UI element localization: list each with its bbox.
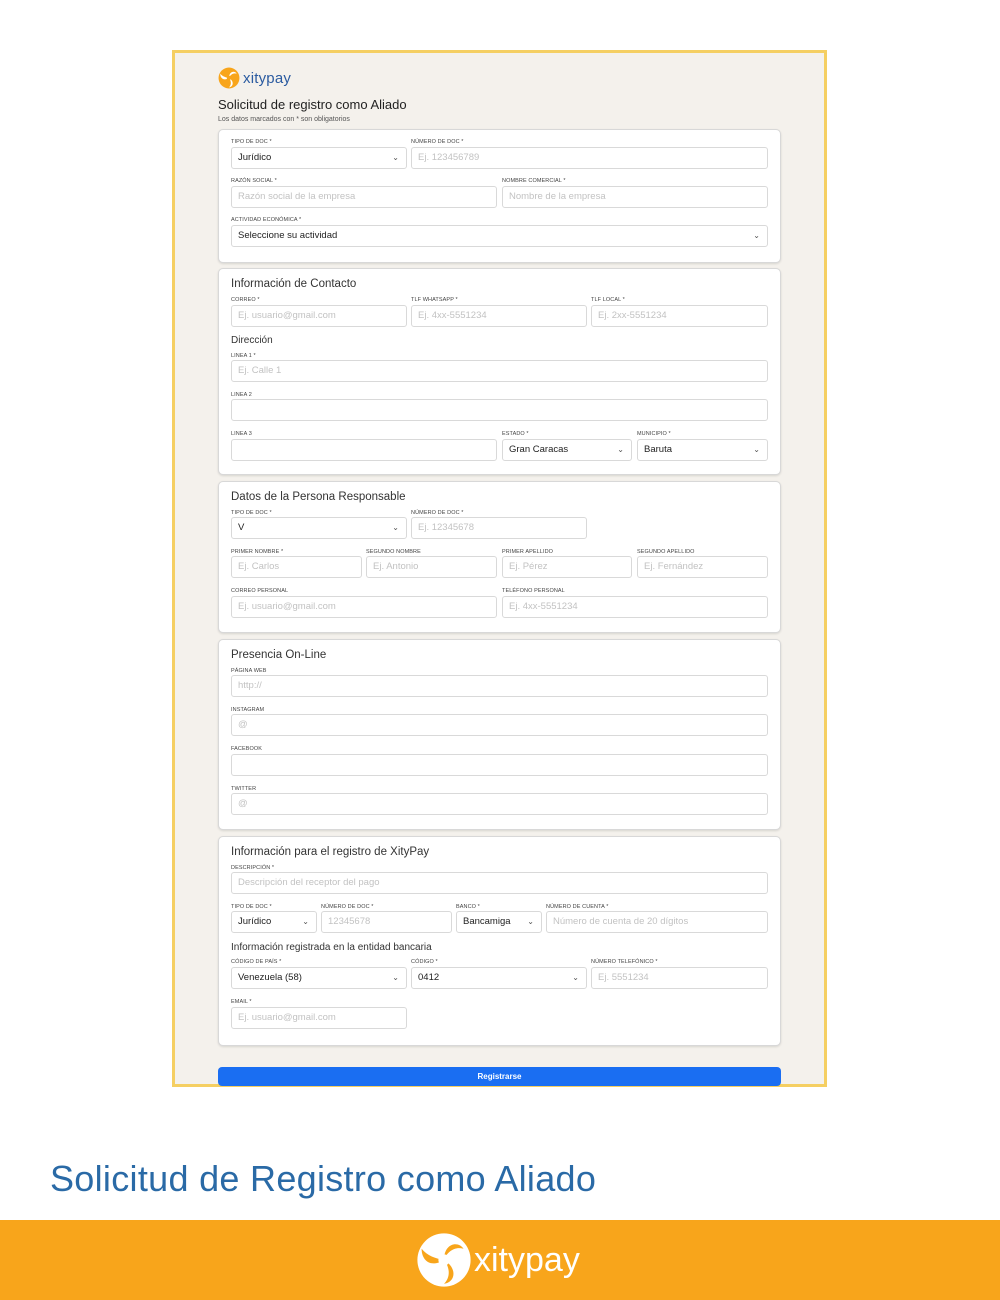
legal-name-input[interactable]: Razón social de la empresa xyxy=(231,186,497,208)
facebook-input[interactable] xyxy=(231,754,768,776)
form-title: Solicitud de registro como Aliado xyxy=(218,97,407,112)
registry-email-input[interactable]: Ej. usuario@gmail.com xyxy=(231,1007,407,1029)
responsible-doc-type-select[interactable]: V ⌄ xyxy=(231,517,407,539)
chevron-down-icon: ⌄ xyxy=(392,973,399,982)
line2-label: LINEA 2 xyxy=(231,392,252,398)
bank-info-title: Información registrada en la entidad bancaria xyxy=(231,942,432,953)
chevron-down-icon: ⌄ xyxy=(753,445,760,454)
doc-type-label: TIPO DE DOC * xyxy=(231,139,272,145)
brand-name: xitypay xyxy=(243,69,292,87)
twitter-input[interactable]: @ xyxy=(231,793,768,815)
company-card xyxy=(218,129,781,263)
personal-email-input[interactable]: Ej. usuario@gmail.com xyxy=(231,596,497,618)
bank-label: BANCO * xyxy=(456,904,480,910)
xitypay-logo-icon xyxy=(218,67,240,89)
web-input[interactable]: http:// xyxy=(231,675,768,697)
state-select[interactable]: Gran Caracas ⌄ xyxy=(502,439,632,461)
local-phone-label: TLF LOCAL * xyxy=(591,297,625,303)
facebook-label: FACEBOOK xyxy=(231,746,263,752)
phone-number-input[interactable]: Ej. 5551234 xyxy=(591,967,768,989)
doc-type-select[interactable]: Jurídico ⌄ xyxy=(231,147,407,169)
registry-title: Información para el registro de XityPay xyxy=(231,846,430,858)
bank-select[interactable]: Bancamiga ⌄ xyxy=(456,911,542,933)
trade-name-label: NOMBRE COMERCIAL * xyxy=(502,178,566,184)
online-presence-card xyxy=(218,639,781,830)
footer-logo xyxy=(416,1232,580,1288)
account-number-input[interactable]: Número de cuenta de 20 dígitos xyxy=(546,911,768,933)
legal-name-label: RAZÓN SOCIAL * xyxy=(231,178,277,184)
description-input[interactable]: Descripción del receptor del pago xyxy=(231,872,768,894)
doc-number-input[interactable]: Ej. 123456789 xyxy=(411,147,768,169)
activity-select[interactable]: Seleccione su actividad ⌄ xyxy=(231,225,768,247)
description-label: DESCRIPCIÓN * xyxy=(231,865,275,871)
second-name-label: SEGUNDO NOMBRE xyxy=(366,549,421,555)
chevron-down-icon: ⌄ xyxy=(302,917,309,926)
line1-label: LINEA 1 * xyxy=(231,353,256,359)
first-name-input[interactable]: Ej. Carlos xyxy=(231,556,362,578)
first-name-label: PRIMER NOMBRE * xyxy=(231,549,284,555)
area-code-select[interactable]: 0412 ⌄ xyxy=(411,967,587,989)
email-input[interactable]: Ej. usuario@gmail.com xyxy=(231,305,407,327)
chevron-down-icon: ⌄ xyxy=(527,917,534,926)
registry-doc-number-label: NÚMERO DE DOC * xyxy=(321,904,374,910)
chevron-down-icon: ⌄ xyxy=(392,523,399,532)
municipality-select[interactable]: Baruta ⌄ xyxy=(637,439,768,461)
country-code-label: CÓDIGO DE PAÍS * xyxy=(231,959,282,965)
contact-title: Información de Contacto xyxy=(231,278,357,290)
whatsapp-input[interactable]: Ej. 4xx-5551234 xyxy=(411,305,587,327)
local-phone-input[interactable]: Ej. 2xx-5551234 xyxy=(591,305,768,327)
registry-doc-type-select[interactable]: Jurídico ⌄ xyxy=(231,911,317,933)
registry-email-label: EMAIL * xyxy=(231,999,252,1005)
page-caption: Solicitud de Registro como Aliado xyxy=(50,1158,597,1199)
responsible-title: Datos de la Persona Responsable xyxy=(231,491,406,503)
activity-label: ACTIVIDAD ECONÓMICA * xyxy=(231,217,302,223)
form-screenshot-frame xyxy=(172,50,827,1087)
twitter-label: TWITTER xyxy=(231,786,257,792)
personal-email-label: CORREO PERSONAL xyxy=(231,588,289,594)
line3-label: LINEA 3 xyxy=(231,431,252,437)
line1-input[interactable]: Ej. Calle 1 xyxy=(231,360,768,382)
country-code-select[interactable]: Venezuela (58) ⌄ xyxy=(231,967,407,989)
footer-bar xyxy=(0,1220,1000,1300)
chevron-down-icon: ⌄ xyxy=(392,153,399,162)
register-button[interactable]: Registrarse xyxy=(218,1067,781,1086)
xitypay-logo-icon xyxy=(416,1232,472,1288)
personal-phone-label: TELÉFONO PERSONAL xyxy=(502,588,565,594)
address-title: Dirección xyxy=(231,335,273,346)
required-note: Los datos marcados con * son obligatorios xyxy=(218,116,350,123)
second-name-input[interactable]: Ej. Antonio xyxy=(366,556,497,578)
line3-input[interactable] xyxy=(231,439,497,461)
first-last-name-input[interactable]: Ej. Pérez xyxy=(502,556,632,578)
second-last-name-input[interactable]: Ej. Fernández xyxy=(637,556,768,578)
line2-input[interactable] xyxy=(231,399,768,421)
account-number-label: NÚMERO DE CUENTA * xyxy=(546,904,609,910)
phone-number-label: NÚMERO TELEFÓNICO * xyxy=(591,959,658,965)
personal-phone-input[interactable]: Ej. 4xx-5551234 xyxy=(502,596,768,618)
responsible-card xyxy=(218,481,781,633)
doc-number-label: NÚMERO DE DOC * xyxy=(411,139,464,145)
responsible-doc-number-input[interactable]: Ej. 12345678 xyxy=(411,517,587,539)
doc-type-label: TIPO DE DOC * xyxy=(231,510,272,516)
first-last-name-label: PRIMER APELLIDO xyxy=(502,549,554,555)
email-label: CORREO * xyxy=(231,297,260,303)
footer-brand-name: xitypay xyxy=(474,1240,580,1279)
area-code-label: CÓDIGO * xyxy=(411,959,438,965)
whatsapp-label: TLF WHATSAPP * xyxy=(411,297,458,303)
chevron-down-icon: ⌄ xyxy=(572,973,579,982)
second-last-name-label: SEGUNDO APELLIDO xyxy=(637,549,695,555)
web-label: PÁGINA WEB xyxy=(231,668,267,674)
registry-card xyxy=(218,836,781,1046)
online-title: Presencia On-Line xyxy=(231,649,327,661)
registry-doc-type-label: TIPO DE DOC * xyxy=(231,904,272,910)
contact-card xyxy=(218,268,781,475)
doc-number-label: NÚMERO DE DOC * xyxy=(411,510,464,516)
chevron-down-icon: ⌄ xyxy=(617,445,624,454)
instagram-label: INSTAGRAM xyxy=(231,707,265,713)
instagram-input[interactable]: @ xyxy=(231,714,768,736)
municipality-label: MUNICIPIO * xyxy=(637,431,671,437)
state-label: ESTADO * xyxy=(502,431,529,437)
trade-name-input[interactable]: Nombre de la empresa xyxy=(502,186,768,208)
header-logo xyxy=(218,63,783,93)
registry-doc-number-input[interactable]: 12345678 xyxy=(321,911,452,933)
registration-form xyxy=(218,63,783,1081)
chevron-down-icon: ⌄ xyxy=(753,231,760,240)
